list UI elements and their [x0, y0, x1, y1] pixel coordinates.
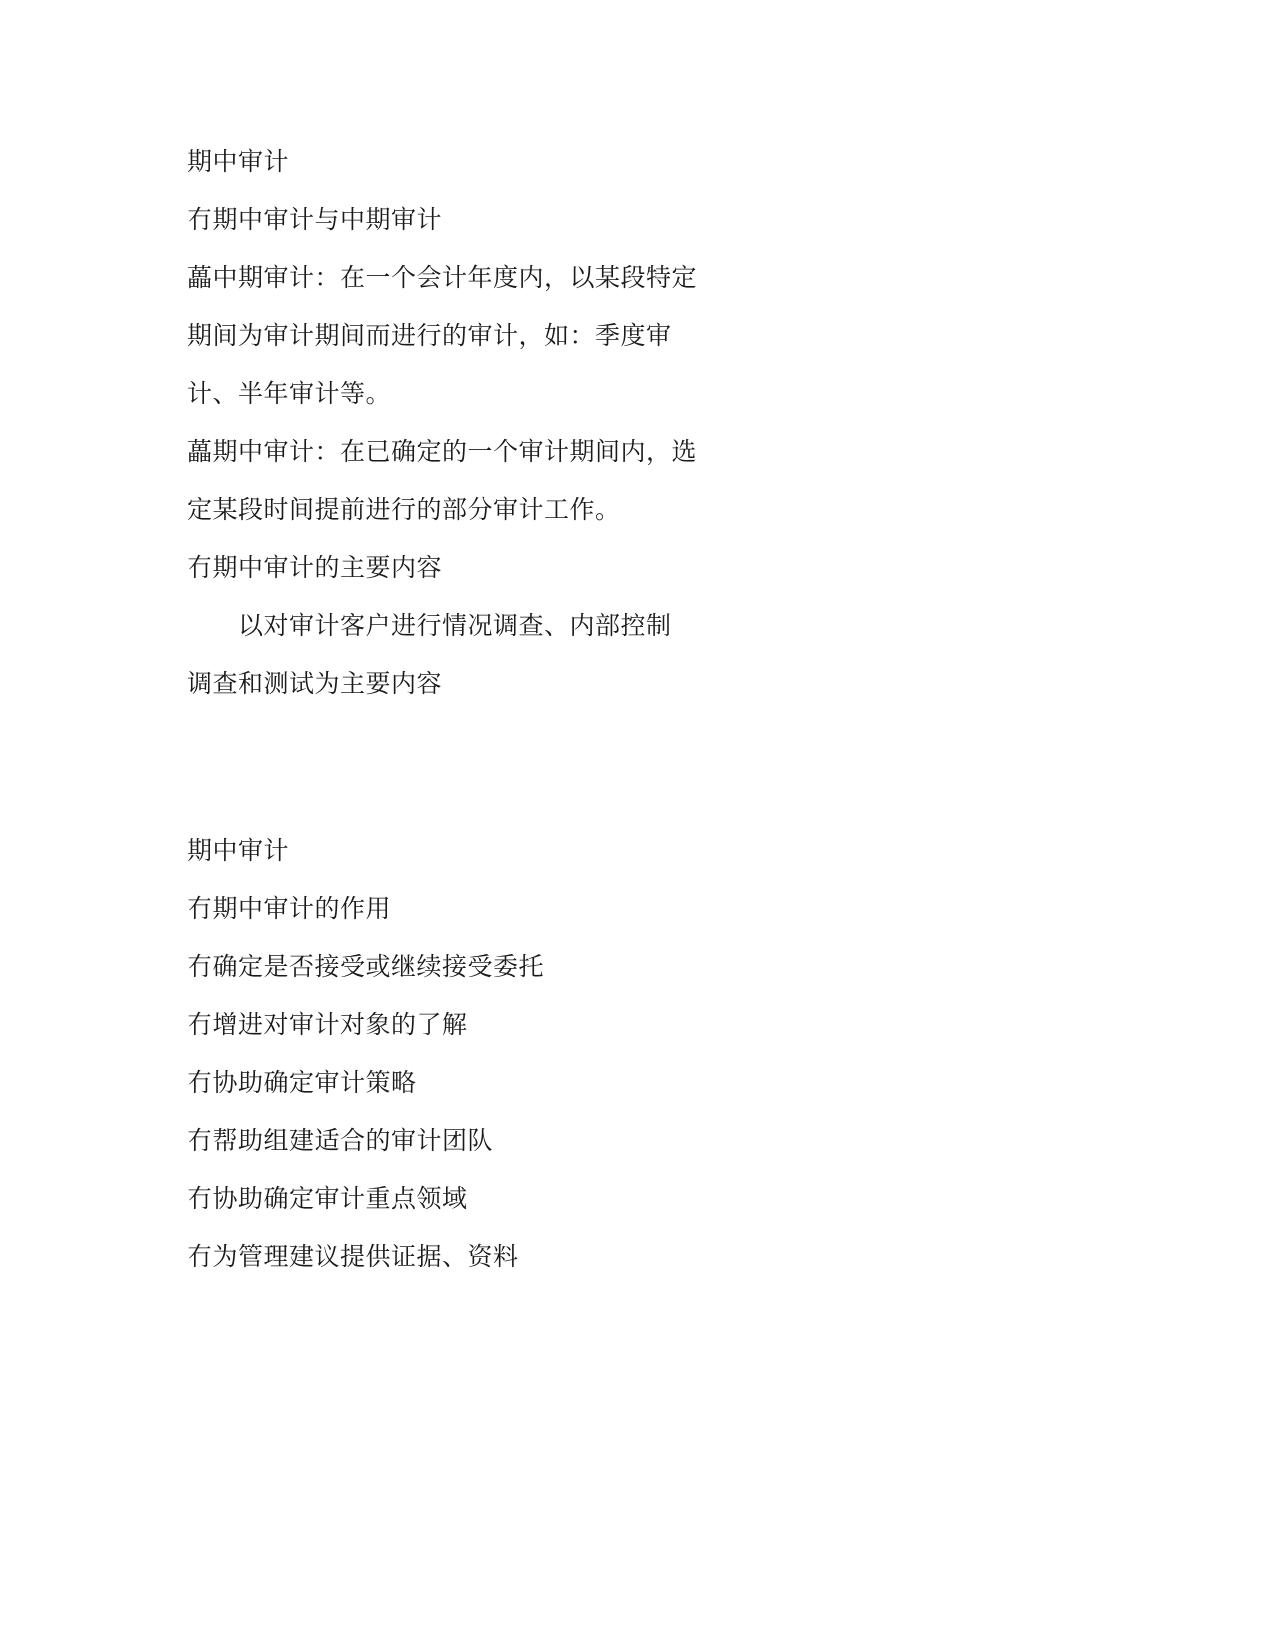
bullet-glyph: 冇 [187, 1184, 213, 1213]
item1-text: 中期审计：在一个会计年度内，以某段特定 [212, 263, 698, 292]
section2-item [187, 893, 391, 925]
bullet-glyph: 冇 [187, 952, 213, 981]
section2-item [187, 1183, 468, 1215]
section1-body-line1: 以对审计客户进行情况调查、内部控制 [238, 611, 672, 640]
bullet-glyph: 冇 [187, 894, 213, 923]
section1-item1-line3: 计、半年审计等。 [187, 379, 392, 408]
section1-item1-line2: 期间为审计期间而进行的审计，如：季度审 [187, 321, 672, 350]
section2-title: 期中审计 [187, 836, 290, 865]
section2-item [187, 951, 544, 983]
section2-item [187, 1009, 468, 1041]
section1-title: 期中审计 [187, 147, 290, 176]
section1-body-line2: 调查和测试为主要内容 [187, 669, 443, 698]
bullet-glyph: 藟 [187, 437, 213, 466]
section2-item [187, 1241, 519, 1273]
section2-item [187, 1067, 417, 1099]
heading-a-text: 期中审计与中期审计 [212, 205, 443, 234]
section2-item [187, 1125, 493, 1157]
section1-item2-line1 [187, 436, 697, 468]
item-text: 为管理建议提供证据、资料 [212, 1242, 519, 1271]
section1-heading-a [187, 204, 442, 236]
section1-item1-line1 [187, 262, 697, 294]
bullet-glyph: 藟 [187, 263, 213, 292]
section1-heading-b [187, 552, 442, 584]
bullet-glyph: 冇 [187, 1068, 213, 1097]
bullet-glyph: 冇 [187, 553, 213, 582]
bullet-glyph: 冇 [187, 1010, 213, 1039]
bullet-glyph: 冇 [187, 1126, 213, 1155]
item-text: 协助确定审计重点领域 [212, 1184, 468, 1213]
item-text: 期中审计的作用 [212, 894, 392, 923]
item2-text: 期中审计：在已确定的一个审计期间内，选 [212, 437, 698, 466]
item-text: 帮助组建适合的审计团队 [212, 1126, 494, 1155]
bullet-glyph: 冇 [187, 1242, 213, 1271]
item-text: 增进对审计对象的了解 [212, 1010, 468, 1039]
heading-b-text: 期中审计的主要内容 [212, 553, 443, 582]
section1-item2-line2: 定某段时间提前进行的部分审计工作。 [187, 495, 621, 524]
item-text: 确定是否接受或继续接受委托 [212, 952, 545, 981]
bullet-glyph: 冇 [187, 205, 213, 234]
item-text: 协助确定审计策略 [212, 1068, 417, 1097]
